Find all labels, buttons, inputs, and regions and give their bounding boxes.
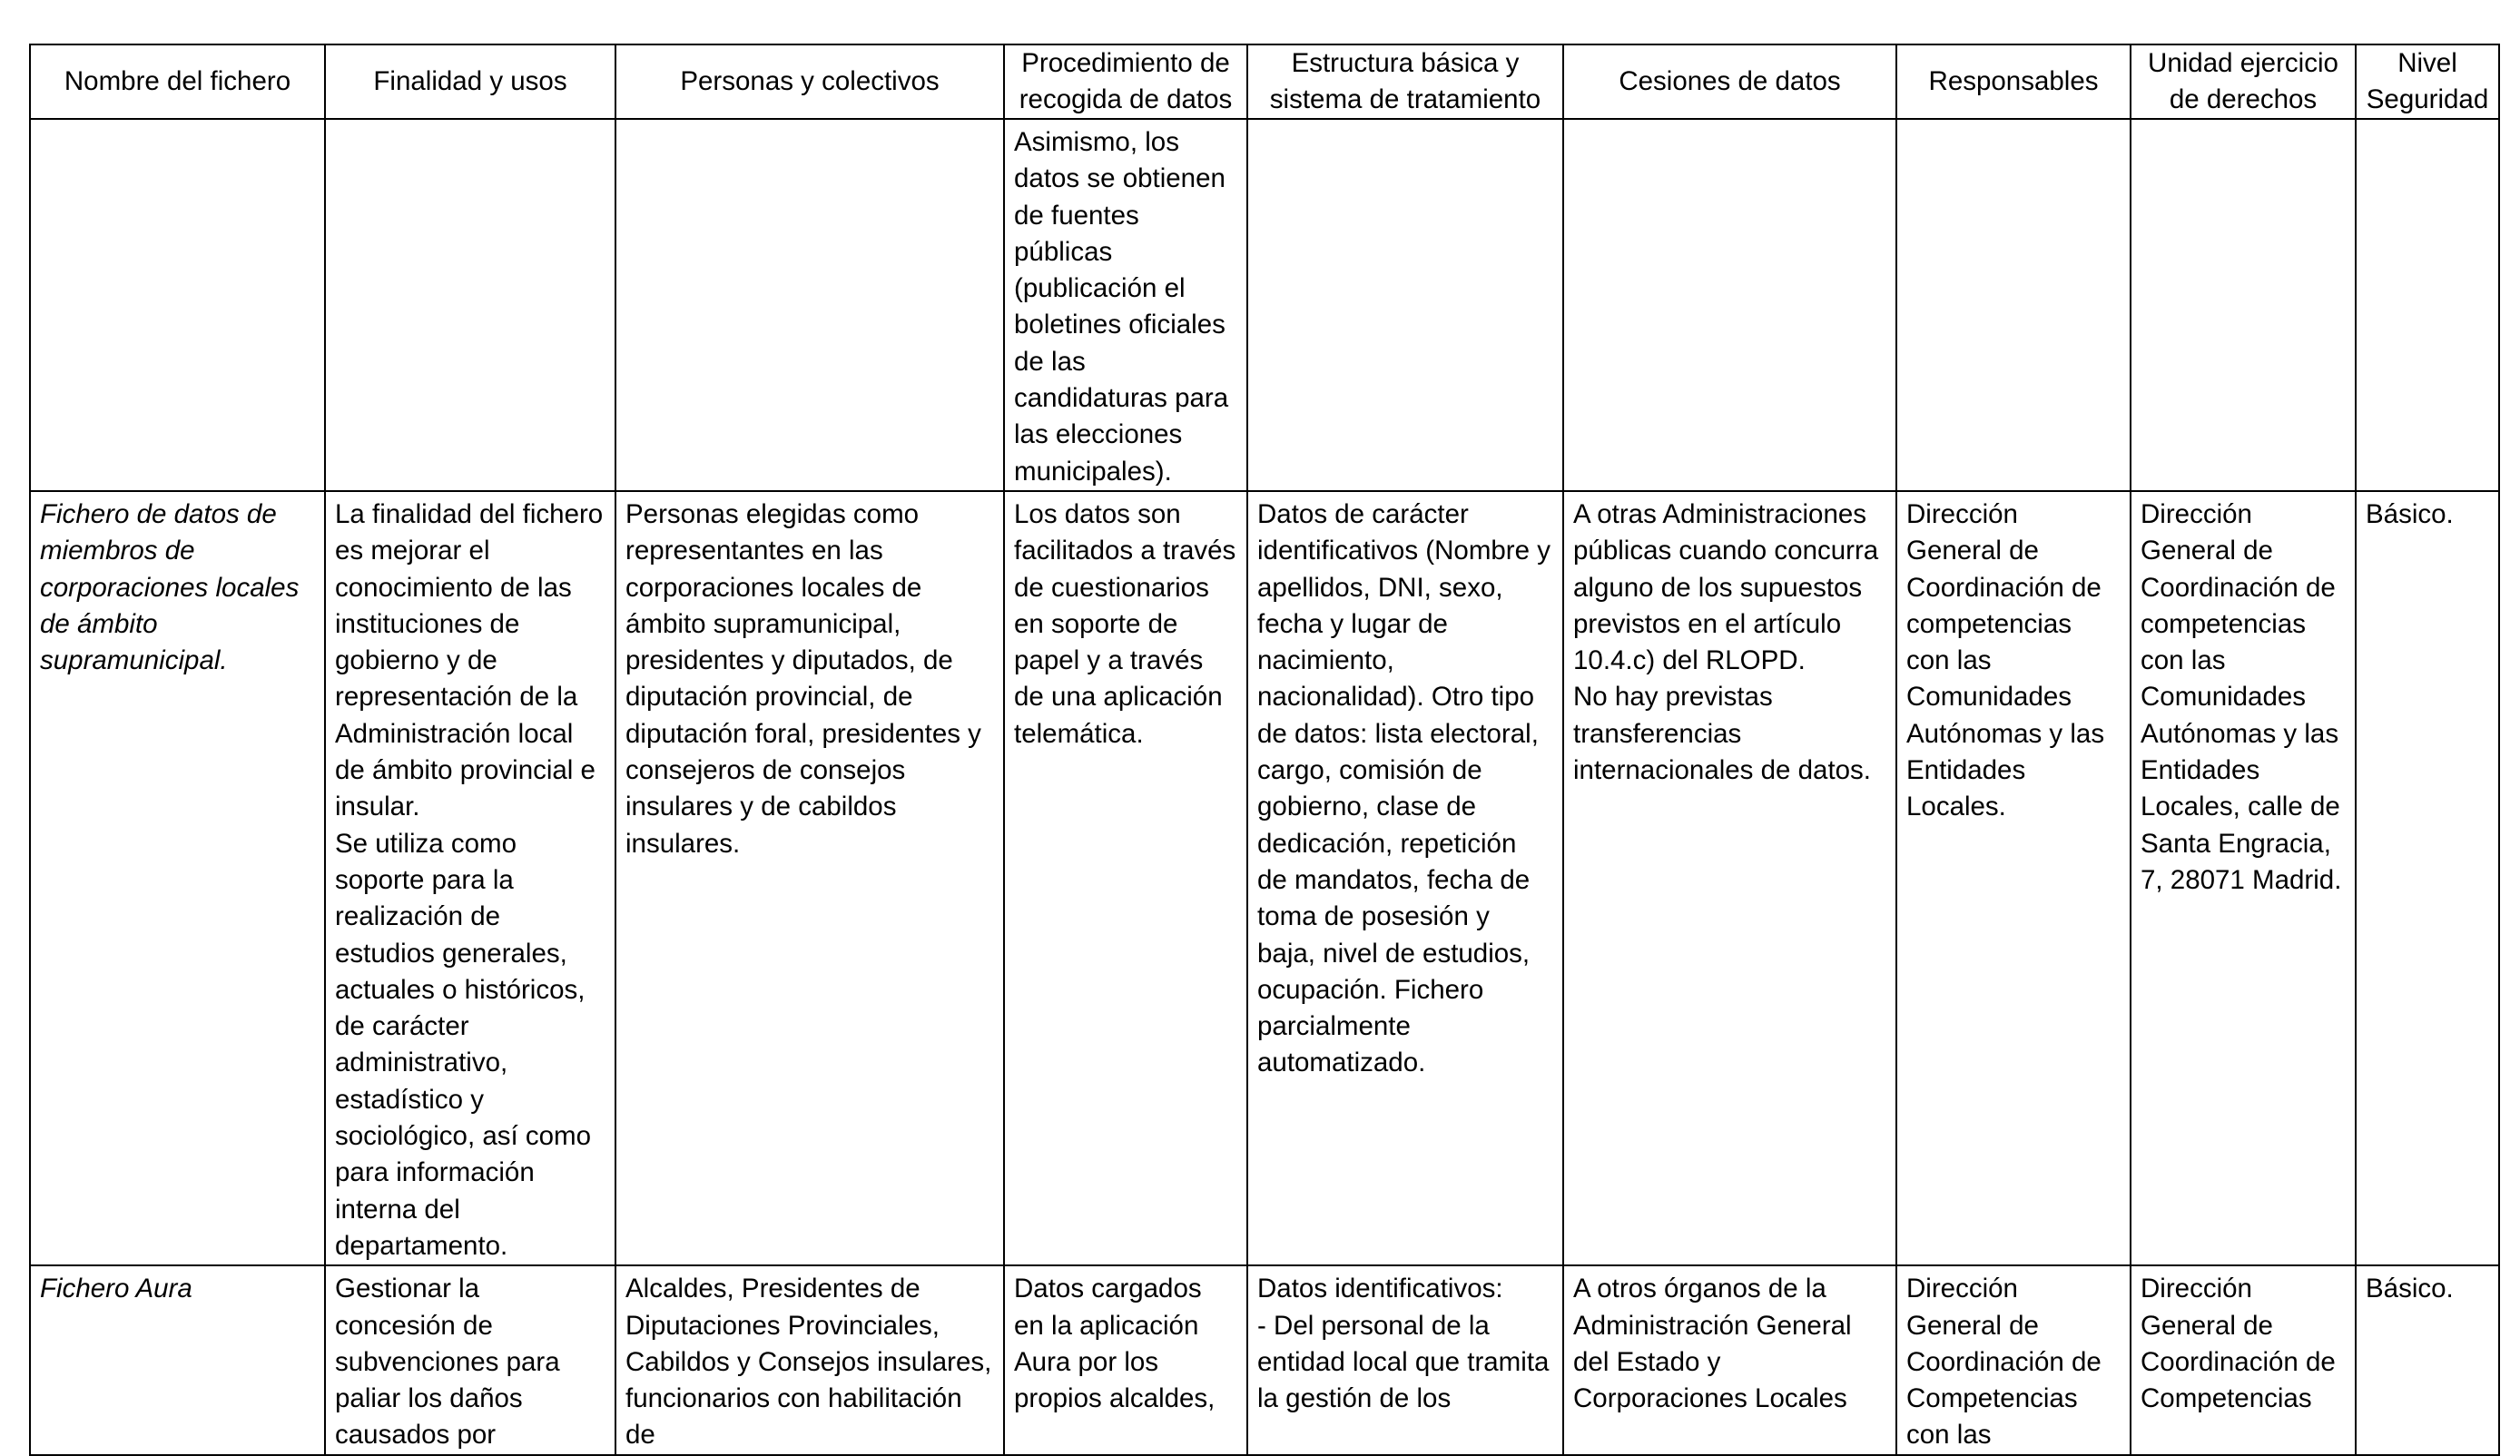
cell-estructura <box>1247 119 1563 491</box>
cell-finalidad <box>325 119 615 491</box>
header-unidad: Unidad ejercicio de derechos <box>2131 44 2356 119</box>
header-personas: Personas y colectivos <box>615 44 1004 119</box>
cell-responsables <box>1896 119 2131 491</box>
cell-finalidad: Gestionar la concesión de subvenciones para paliar los daños causados por <box>325 1265 615 1454</box>
cell-finalidad: La finalidad del fichero es mejorar el conocimiento de las instituciones de gobierno y de representación de la Administración local de ámbito provincial e insular. Se utiliza como soporte para la realización de estudios generales, actuales o históricos, de carácter administrativo, estadístico y sociológico, así como para información interna del departamento. <box>325 491 615 1265</box>
header-row <box>30 44 2499 119</box>
cell-personas <box>615 119 1004 491</box>
cell-responsables: Dirección General de Coordinación de Competencias con las <box>1896 1265 2131 1454</box>
cell-unidad <box>2131 119 2356 491</box>
cell-personas: Personas elegidas como representantes en las corporaciones locales de ámbito supramunicipal, presidentes y diputados, de diputación provincial, de diputación foral, presidentes y consejeros de consejos insulares y de cabildos insulares. <box>615 491 1004 1265</box>
cell-nivel <box>2356 119 2499 491</box>
cell-nombre <box>30 119 325 491</box>
cell-procedimiento: Asimismo, los datos se obtienen de fuentes públicas (publicación el boletines oficiales de las candidaturas para las elecciones municipales). <box>1004 119 1247 491</box>
header-procedimiento: Procedimiento de recogida de datos <box>1004 44 1247 119</box>
cell-cesiones: A otras Administraciones públicas cuando concurra alguno de los supuestos previstos en el artículo 10.4.c) del RLOPD. No hay previstas transferencias internacionales de datos. <box>1563 491 1896 1265</box>
header-responsables: Responsables <box>1896 44 2131 119</box>
header-nombre: Nombre del fichero <box>30 44 325 119</box>
cell-estructura: Datos identificativos: - Del personal de la entidad local que tramita la gestión de los <box>1247 1265 1563 1454</box>
cell-procedimiento: Datos cargados en la aplicación Aura por los propios alcaldes, <box>1004 1265 1247 1454</box>
cell-nombre: Fichero de datos de miembros de corporaciones locales de ámbito supramunicipal. <box>30 491 325 1265</box>
table-row <box>30 119 2499 491</box>
table-row <box>30 491 2499 1265</box>
header-estructura: Estructura básica y sistema de tratamiento <box>1247 44 1563 119</box>
cell-cesiones <box>1563 119 1896 491</box>
cell-unidad: Dirección General de Coordinación de competencias con las Comunidades Autónomas y las Entidades Locales, calle de Santa Engracia, 7, 28071 Madrid. <box>2131 491 2356 1265</box>
cell-cesiones: A otros órganos de la Administración General del Estado y Corporaciones Locales <box>1563 1265 1896 1454</box>
data-files-table <box>29 44 2500 1456</box>
cell-personas: Alcaldes, Presidentes de Diputaciones Provinciales, Cabildos y Consejos insulares, funcionarios con habilitación de <box>615 1265 1004 1454</box>
cell-nombre: Fichero Aura <box>30 1265 325 1454</box>
cell-nivel: Básico. <box>2356 491 2499 1265</box>
table-row <box>30 1265 2499 1454</box>
cell-estructura: Datos de carácter identificativos (Nombre y apellidos, DNI, sexo, fecha y lugar de nacimiento, nacionalidad). Otro tipo de datos: lista electoral, cargo, comisión de gobierno, clase de dedicación, repetición de mandatos, fecha de toma de posesión y baja, nivel de estudios, ocupación. Fichero parcialmente automatizado. <box>1247 491 1563 1265</box>
cell-nivel: Básico. <box>2356 1265 2499 1454</box>
header-finalidad: Finalidad y usos <box>325 44 615 119</box>
cell-responsables: Dirección General de Coordinación de competencias con las Comunidades Autónomas y las Entidades Locales. <box>1896 491 2131 1265</box>
cell-procedimiento: Los datos son facilitados a través de cuestionarios en soporte de papel y a través de una aplicación telemática. <box>1004 491 1247 1265</box>
header-cesiones: Cesiones de datos <box>1563 44 1896 119</box>
header-nivel: Nivel Seguridad <box>2356 44 2499 119</box>
cell-unidad: Dirección General de Coordinación de Competencias <box>2131 1265 2356 1454</box>
